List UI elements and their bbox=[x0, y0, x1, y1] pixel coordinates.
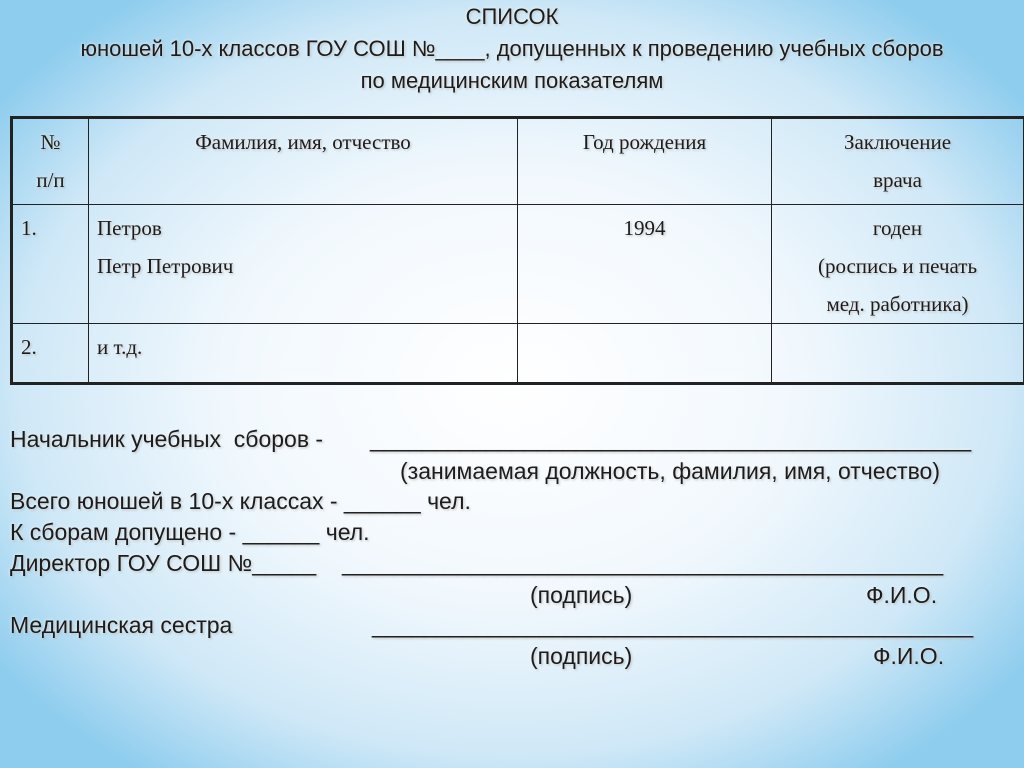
header-conclusion bbox=[772, 118, 1024, 205]
header-birth-year: Год рождения bbox=[518, 118, 772, 205]
row-name bbox=[89, 205, 518, 324]
director-blank-line: _______________________________________________ bbox=[342, 550, 944, 576]
document-subtitle: юношей 10-х классов ГОУ СОШ №____, допущенных к проведению учебных сборов bbox=[80, 36, 944, 61]
director-signature-hint: (подпись) bbox=[530, 582, 633, 608]
nurse-fio-hint: Ф.И.О. bbox=[873, 643, 945, 669]
row-num: 2. bbox=[12, 324, 89, 384]
nurse-blank-line: _______________________________________________ bbox=[372, 612, 974, 638]
header-num bbox=[12, 118, 89, 205]
row-birth-year bbox=[518, 324, 772, 384]
director-fio-hint: Ф.И.О. bbox=[866, 582, 938, 608]
header-num-line1: № bbox=[40, 130, 61, 154]
table-header-row bbox=[12, 118, 1024, 205]
row-conclusion-line2: (роспись и печать bbox=[817, 254, 978, 278]
table-row bbox=[12, 205, 1024, 324]
document-subtitle-2: по медицинским показателям bbox=[360, 68, 664, 93]
chief-blank-line: _______________________________________________ bbox=[370, 426, 972, 452]
header-name: Фамилия, имя, отчество bbox=[89, 118, 518, 205]
row-conclusion bbox=[772, 324, 1024, 384]
students-table bbox=[10, 116, 1024, 385]
document-title: СПИСОК bbox=[465, 4, 559, 29]
director-label: Директор ГОУ СОШ №_____ bbox=[10, 550, 317, 576]
chief-label: Начальник учебных сборов - bbox=[10, 426, 324, 452]
admitted-line: К сборам допущено - ______ чел. bbox=[10, 519, 370, 545]
header-num-line2: п/п bbox=[36, 168, 65, 192]
row-name: и т.д. bbox=[89, 324, 518, 384]
nurse-signature-hint: (подпись) bbox=[530, 643, 633, 669]
chief-hint: (занимаемая должность, фамилия, имя, отчество) bbox=[400, 458, 941, 484]
row-name-line2: Петр Петрович bbox=[97, 254, 234, 278]
nurse-label: Медицинская сестра bbox=[10, 612, 233, 638]
row-conclusion-line1: годен bbox=[872, 216, 923, 240]
row-num: 1. bbox=[12, 205, 89, 324]
row-birth-year: 1994 bbox=[518, 205, 772, 324]
total-students-line: Всего юношей в 10-х классах - ______ чел. bbox=[10, 488, 471, 514]
row-conclusion bbox=[772, 205, 1024, 324]
row-conclusion-line3: мед. работника) bbox=[826, 292, 969, 316]
header-conclusion-line1: Заключение bbox=[843, 130, 952, 154]
table-row bbox=[12, 324, 1024, 384]
header-conclusion-line2: врача bbox=[873, 168, 922, 192]
row-name-line1: Петров bbox=[97, 216, 162, 240]
